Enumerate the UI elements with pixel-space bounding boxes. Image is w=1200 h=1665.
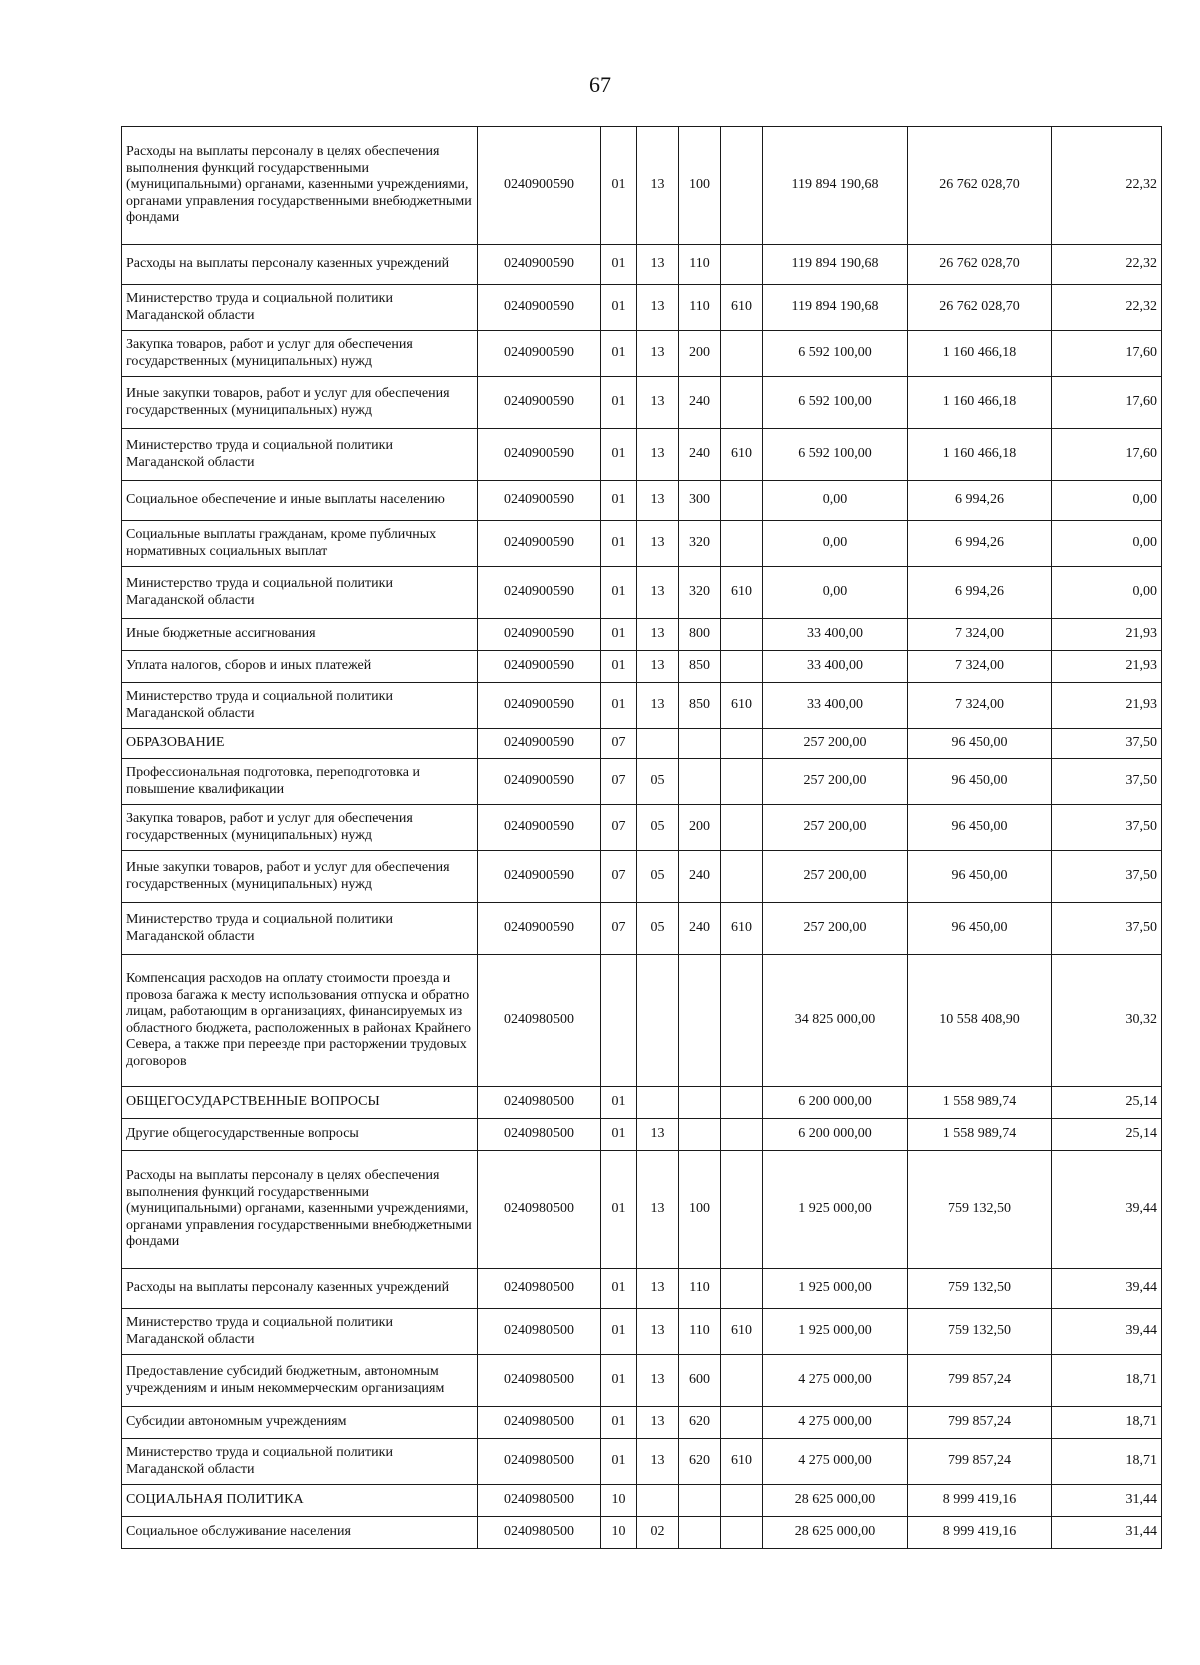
target-program-code: 0240980500: [478, 1439, 601, 1485]
expense-type-code: 240: [679, 903, 721, 955]
row-name: СОЦИАЛЬНАЯ ПОЛИТИКА: [122, 1485, 478, 1517]
expense-type-code: 240: [679, 377, 721, 429]
executed-amount: 6 994,26: [908, 481, 1052, 521]
executed-amount: 8 999 419,16: [908, 1517, 1052, 1549]
expense-type-code: 320: [679, 567, 721, 619]
expense-type-code: 110: [679, 285, 721, 331]
agency-code: [721, 1269, 763, 1309]
target-program-code: 0240900590: [478, 683, 601, 729]
execution-percent: 18,71: [1052, 1355, 1162, 1407]
section-code: 01: [601, 567, 637, 619]
row-name: Расходы на выплаты персоналу казенных учреждений: [122, 245, 478, 285]
planned-amount: 0,00: [763, 521, 908, 567]
table-row: [122, 651, 1162, 683]
execution-percent: 37,50: [1052, 729, 1162, 759]
planned-amount: 119 894 190,68: [763, 245, 908, 285]
planned-amount: 6 200 000,00: [763, 1087, 908, 1119]
section-code: 01: [601, 1355, 637, 1407]
subsection-code: 13: [637, 1151, 679, 1269]
section-code: 01: [601, 1151, 637, 1269]
table-row: [122, 429, 1162, 481]
subsection-code: 13: [637, 521, 679, 567]
row-name: Министерство труда и социальной политики Магаданской области: [122, 285, 478, 331]
executed-amount: 7 324,00: [908, 651, 1052, 683]
section-code: 01: [601, 127, 637, 245]
target-program-code: 0240900590: [478, 651, 601, 683]
planned-amount: 33 400,00: [763, 683, 908, 729]
executed-amount: 6 994,26: [908, 567, 1052, 619]
agency-code: [721, 521, 763, 567]
target-program-code: 0240900590: [478, 285, 601, 331]
row-name: Расходы на выплаты персоналу в целях обеспечения выполнения функций государственными (муниципальными) органами, казенными учреждениями, органами управления государственными внебюджетными фондами: [122, 1151, 478, 1269]
table-row: [122, 1151, 1162, 1269]
row-name: Уплата налогов, сборов и иных платежей: [122, 651, 478, 683]
execution-percent: 31,44: [1052, 1517, 1162, 1549]
row-name: Иные закупки товаров, работ и услуг для обеспечения государственных (муниципальных) нужд: [122, 851, 478, 903]
planned-amount: 0,00: [763, 567, 908, 619]
row-name: Министерство труда и социальной политики Магаданской области: [122, 567, 478, 619]
agency-code: [721, 805, 763, 851]
agency-code: 610: [721, 903, 763, 955]
subsection-code: 05: [637, 851, 679, 903]
section-code: 07: [601, 729, 637, 759]
execution-percent: 0,00: [1052, 521, 1162, 567]
target-program-code: 0240900590: [478, 429, 601, 481]
row-name: Министерство труда и социальной политики Магаданской области: [122, 1439, 478, 1485]
target-program-code: 0240980500: [478, 1485, 601, 1517]
expense-type-code: 320: [679, 521, 721, 567]
planned-amount: 28 625 000,00: [763, 1517, 908, 1549]
subsection-code: 13: [637, 285, 679, 331]
row-name: Социальные выплаты гражданам, кроме публичных нормативных социальных выплат: [122, 521, 478, 567]
expense-type-code: 620: [679, 1439, 721, 1485]
row-name: Министерство труда и социальной политики Магаданской области: [122, 683, 478, 729]
row-name: Субсидии автономным учреждениям: [122, 1407, 478, 1439]
table-row: [122, 521, 1162, 567]
agency-code: [721, 331, 763, 377]
subsection-code: [637, 1485, 679, 1517]
expense-type-code: [679, 1119, 721, 1151]
subsection-code: 13: [637, 651, 679, 683]
expense-type-code: [679, 729, 721, 759]
execution-percent: 25,14: [1052, 1087, 1162, 1119]
execution-percent: 17,60: [1052, 331, 1162, 377]
executed-amount: 799 857,24: [908, 1355, 1052, 1407]
table-row: [122, 683, 1162, 729]
executed-amount: 96 450,00: [908, 729, 1052, 759]
planned-amount: 119 894 190,68: [763, 127, 908, 245]
subsection-code: [637, 1087, 679, 1119]
section-code: 01: [601, 429, 637, 481]
expense-type-code: [679, 759, 721, 805]
planned-amount: 1 925 000,00: [763, 1151, 908, 1269]
planned-amount: 257 200,00: [763, 851, 908, 903]
executed-amount: 96 450,00: [908, 851, 1052, 903]
subsection-code: 13: [637, 567, 679, 619]
row-name: Иные закупки товаров, работ и услуг для обеспечения государственных (муниципальных) нужд: [122, 377, 478, 429]
agency-code: [721, 481, 763, 521]
execution-percent: 37,50: [1052, 759, 1162, 805]
section-code: 10: [601, 1517, 637, 1549]
execution-percent: 21,93: [1052, 651, 1162, 683]
target-program-code: 0240980500: [478, 1517, 601, 1549]
agency-code: 610: [721, 429, 763, 481]
expense-type-code: 100: [679, 1151, 721, 1269]
target-program-code: 0240900590: [478, 729, 601, 759]
table-row: [122, 851, 1162, 903]
executed-amount: 759 132,50: [908, 1151, 1052, 1269]
table-row: [122, 1439, 1162, 1485]
row-name: Министерство труда и социальной политики Магаданской области: [122, 429, 478, 481]
planned-amount: 1 925 000,00: [763, 1269, 908, 1309]
subsection-code: 13: [637, 331, 679, 377]
section-code: 01: [601, 1407, 637, 1439]
target-program-code: 0240980500: [478, 1269, 601, 1309]
expense-type-code: 110: [679, 1269, 721, 1309]
planned-amount: 6 200 000,00: [763, 1119, 908, 1151]
expense-type-code: 240: [679, 429, 721, 481]
target-program-code: 0240900590: [478, 619, 601, 651]
budget-execution-table: [121, 126, 1162, 1549]
execution-percent: 37,50: [1052, 903, 1162, 955]
row-name: Социальное обеспечение и иные выплаты населению: [122, 481, 478, 521]
row-name: Закупка товаров, работ и услуг для обеспечения государственных (муниципальных) нужд: [122, 805, 478, 851]
row-name: ОБРАЗОВАНИЕ: [122, 729, 478, 759]
section-code: 01: [601, 377, 637, 429]
agency-code: [721, 127, 763, 245]
subsection-code: 13: [637, 1407, 679, 1439]
row-name: Компенсация расходов на оплату стоимости проезда и провоза багажа к месту использования отпуска и обратно лицам, работающим в организациях, финансируемых из областного бюджета, расположенных в районах Крайнего Севера, а также при переезде при расторжении трудовых договоров: [122, 955, 478, 1087]
target-program-code: 0240980500: [478, 1119, 601, 1151]
executed-amount: 96 450,00: [908, 759, 1052, 805]
section-code: 01: [601, 619, 637, 651]
planned-amount: 6 592 100,00: [763, 377, 908, 429]
agency-code: [721, 619, 763, 651]
planned-amount: 34 825 000,00: [763, 955, 908, 1087]
planned-amount: 4 275 000,00: [763, 1407, 908, 1439]
table-body: [122, 127, 1162, 1549]
execution-percent: 22,32: [1052, 127, 1162, 245]
subsection-code: [637, 729, 679, 759]
executed-amount: 96 450,00: [908, 903, 1052, 955]
execution-percent: 17,60: [1052, 429, 1162, 481]
planned-amount: 1 925 000,00: [763, 1309, 908, 1355]
table-row: [122, 285, 1162, 331]
expense-type-code: 110: [679, 1309, 721, 1355]
section-code: 01: [601, 1439, 637, 1485]
planned-amount: 6 592 100,00: [763, 429, 908, 481]
target-program-code: 0240900590: [478, 521, 601, 567]
execution-percent: 0,00: [1052, 481, 1162, 521]
section-code: 01: [601, 1087, 637, 1119]
expense-type-code: 620: [679, 1407, 721, 1439]
execution-percent: 0,00: [1052, 567, 1162, 619]
execution-percent: 18,71: [1052, 1407, 1162, 1439]
section-code: [601, 955, 637, 1087]
table-row: [122, 759, 1162, 805]
executed-amount: 26 762 028,70: [908, 285, 1052, 331]
agency-code: 610: [721, 567, 763, 619]
section-code: 01: [601, 285, 637, 331]
row-name: Иные бюджетные ассигнования: [122, 619, 478, 651]
expense-type-code: [679, 1517, 721, 1549]
subsection-code: 02: [637, 1517, 679, 1549]
table-row: [122, 377, 1162, 429]
target-program-code: 0240900590: [478, 481, 601, 521]
table-row: [122, 805, 1162, 851]
subsection-code: 13: [637, 481, 679, 521]
execution-percent: 21,93: [1052, 619, 1162, 651]
row-name: Предоставление субсидий бюджетным, автономным учреждениям и иным некоммерческим организациям: [122, 1355, 478, 1407]
agency-code: [721, 851, 763, 903]
agency-code: [721, 1087, 763, 1119]
table-row: [122, 245, 1162, 285]
row-name: Министерство труда и социальной политики Магаданской области: [122, 903, 478, 955]
planned-amount: 119 894 190,68: [763, 285, 908, 331]
planned-amount: 257 200,00: [763, 729, 908, 759]
target-program-code: 0240980500: [478, 955, 601, 1087]
execution-percent: 31,44: [1052, 1485, 1162, 1517]
expense-type-code: 200: [679, 805, 721, 851]
agency-code: [721, 1151, 763, 1269]
subsection-code: 13: [637, 619, 679, 651]
agency-code: [721, 1119, 763, 1151]
agency-code: [721, 377, 763, 429]
section-code: 01: [601, 683, 637, 729]
row-name: ОБЩЕГОСУДАРСТВЕННЫЕ ВОПРОСЫ: [122, 1087, 478, 1119]
section-code: 10: [601, 1485, 637, 1517]
executed-amount: 26 762 028,70: [908, 127, 1052, 245]
execution-percent: 17,60: [1052, 377, 1162, 429]
subsection-code: 13: [637, 1119, 679, 1151]
agency-code: 610: [721, 1439, 763, 1485]
table-row: [122, 1355, 1162, 1407]
table-row: [122, 1485, 1162, 1517]
executed-amount: 799 857,24: [908, 1407, 1052, 1439]
table-row: [122, 1087, 1162, 1119]
section-code: 01: [601, 651, 637, 683]
execution-percent: 18,71: [1052, 1439, 1162, 1485]
expense-type-code: 300: [679, 481, 721, 521]
target-program-code: 0240900590: [478, 331, 601, 377]
subsection-code: 13: [637, 429, 679, 481]
executed-amount: 6 994,26: [908, 521, 1052, 567]
executed-amount: 8 999 419,16: [908, 1485, 1052, 1517]
expense-type-code: [679, 1087, 721, 1119]
row-name: Другие общегосударственные вопросы: [122, 1119, 478, 1151]
subsection-code: 13: [637, 1269, 679, 1309]
subsection-code: 13: [637, 1309, 679, 1355]
expense-type-code: [679, 1485, 721, 1517]
row-name: Закупка товаров, работ и услуг для обеспечения государственных (муниципальных) нужд: [122, 331, 478, 377]
agency-code: [721, 1407, 763, 1439]
planned-amount: 33 400,00: [763, 651, 908, 683]
executed-amount: 26 762 028,70: [908, 245, 1052, 285]
executed-amount: 1 558 989,74: [908, 1087, 1052, 1119]
row-name: Расходы на выплаты персоналу в целях обеспечения выполнения функций государственными (муниципальными) органами, казенными учреждениями, органами управления государственными внебюджетными фондами: [122, 127, 478, 245]
expense-type-code: 800: [679, 619, 721, 651]
row-name: Министерство труда и социальной политики Магаданской области: [122, 1309, 478, 1355]
agency-code: [721, 955, 763, 1087]
table-row: [122, 955, 1162, 1087]
target-program-code: 0240900590: [478, 903, 601, 955]
agency-code: [721, 759, 763, 805]
table-row: [122, 567, 1162, 619]
expense-type-code: 200: [679, 331, 721, 377]
executed-amount: 799 857,24: [908, 1439, 1052, 1485]
execution-percent: 39,44: [1052, 1309, 1162, 1355]
agency-code: [721, 245, 763, 285]
target-program-code: 0240900590: [478, 127, 601, 245]
row-name: Расходы на выплаты персоналу казенных учреждений: [122, 1269, 478, 1309]
subsection-code: 13: [637, 127, 679, 245]
table-row: [122, 1309, 1162, 1355]
executed-amount: 1 160 466,18: [908, 377, 1052, 429]
subsection-code: [637, 955, 679, 1087]
table-row: [122, 331, 1162, 377]
executed-amount: 7 324,00: [908, 683, 1052, 729]
section-code: 01: [601, 1119, 637, 1151]
planned-amount: 4 275 000,00: [763, 1355, 908, 1407]
table-row: [122, 1407, 1162, 1439]
target-program-code: 0240900590: [478, 245, 601, 285]
section-code: 07: [601, 903, 637, 955]
row-name: Профессиональная подготовка, переподготовка и повышение квалификации: [122, 759, 478, 805]
section-code: 07: [601, 851, 637, 903]
agency-code: 610: [721, 285, 763, 331]
target-program-code: 0240900590: [478, 377, 601, 429]
executed-amount: 10 558 408,90: [908, 955, 1052, 1087]
expense-type-code: 850: [679, 651, 721, 683]
agency-code: [721, 1485, 763, 1517]
executed-amount: 96 450,00: [908, 805, 1052, 851]
planned-amount: 4 275 000,00: [763, 1439, 908, 1485]
expense-type-code: 240: [679, 851, 721, 903]
section-code: 01: [601, 245, 637, 285]
target-program-code: 0240900590: [478, 567, 601, 619]
table-row: [122, 127, 1162, 245]
executed-amount: 1 160 466,18: [908, 331, 1052, 377]
execution-percent: 37,50: [1052, 805, 1162, 851]
execution-percent: 30,32: [1052, 955, 1162, 1087]
table-row: [122, 619, 1162, 651]
executed-amount: 759 132,50: [908, 1309, 1052, 1355]
target-program-code: 0240900590: [478, 805, 601, 851]
subsection-code: 05: [637, 759, 679, 805]
section-code: 01: [601, 1309, 637, 1355]
expense-type-code: 110: [679, 245, 721, 285]
execution-percent: 39,44: [1052, 1151, 1162, 1269]
table-row: [122, 1119, 1162, 1151]
target-program-code: 0240980500: [478, 1151, 601, 1269]
section-code: 01: [601, 521, 637, 567]
subsection-code: 13: [637, 377, 679, 429]
executed-amount: 759 132,50: [908, 1269, 1052, 1309]
subsection-code: 05: [637, 805, 679, 851]
agency-code: [721, 729, 763, 759]
planned-amount: 6 592 100,00: [763, 331, 908, 377]
executed-amount: 1 558 989,74: [908, 1119, 1052, 1151]
subsection-code: 13: [637, 1355, 679, 1407]
planned-amount: 0,00: [763, 481, 908, 521]
agency-code: [721, 1517, 763, 1549]
section-code: 01: [601, 1269, 637, 1309]
subsection-code: 13: [637, 683, 679, 729]
executed-amount: 7 324,00: [908, 619, 1052, 651]
subsection-code: 13: [637, 245, 679, 285]
execution-percent: 22,32: [1052, 245, 1162, 285]
table-row: [122, 903, 1162, 955]
target-program-code: 0240980500: [478, 1309, 601, 1355]
planned-amount: 28 625 000,00: [763, 1485, 908, 1517]
target-program-code: 0240900590: [478, 851, 601, 903]
expense-type-code: 850: [679, 683, 721, 729]
table-row: [122, 729, 1162, 759]
page-number: 67: [589, 72, 611, 97]
table-row: [122, 1269, 1162, 1309]
expense-type-code: 100: [679, 127, 721, 245]
planned-amount: 257 200,00: [763, 903, 908, 955]
agency-code: 610: [721, 1309, 763, 1355]
target-program-code: 0240980500: [478, 1355, 601, 1407]
expense-type-code: 600: [679, 1355, 721, 1407]
planned-amount: 257 200,00: [763, 759, 908, 805]
agency-code: [721, 1355, 763, 1407]
planned-amount: 257 200,00: [763, 805, 908, 851]
executed-amount: 1 160 466,18: [908, 429, 1052, 481]
target-program-code: 0240980500: [478, 1087, 601, 1119]
planned-amount: 33 400,00: [763, 619, 908, 651]
subsection-code: 05: [637, 903, 679, 955]
target-program-code: 0240900590: [478, 759, 601, 805]
agency-code: [721, 651, 763, 683]
execution-percent: 22,32: [1052, 285, 1162, 331]
table-row: [122, 1517, 1162, 1549]
section-code: 07: [601, 759, 637, 805]
section-code: 07: [601, 805, 637, 851]
subsection-code: 13: [637, 1439, 679, 1485]
table-row: [122, 481, 1162, 521]
execution-percent: 39,44: [1052, 1269, 1162, 1309]
section-code: 01: [601, 481, 637, 521]
agency-code: 610: [721, 683, 763, 729]
execution-percent: 37,50: [1052, 851, 1162, 903]
target-program-code: 0240980500: [478, 1407, 601, 1439]
execution-percent: 25,14: [1052, 1119, 1162, 1151]
expense-type-code: [679, 955, 721, 1087]
row-name: Социальное обслуживание населения: [122, 1517, 478, 1549]
execution-percent: 21,93: [1052, 683, 1162, 729]
section-code: 01: [601, 331, 637, 377]
